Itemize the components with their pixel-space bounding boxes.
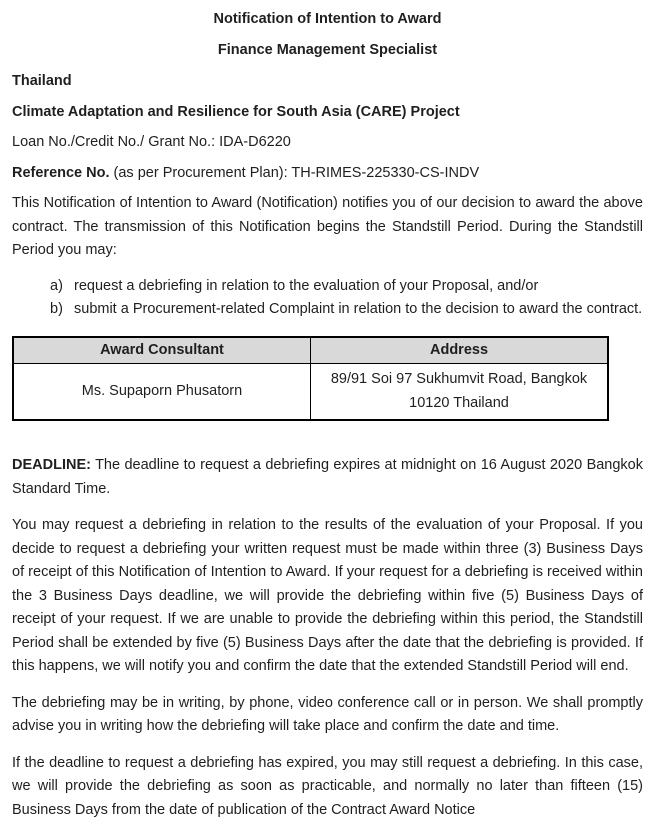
intro-paragraph: This Notification of Intention to Award (Notification) notifies you of our decision to award the above contract. The transmission of this Notification begins the Standstill Period. During the Standstill Period you may: (12, 192, 643, 263)
table-header-address: Address (311, 337, 609, 364)
table-row (13, 364, 608, 421)
country-heading: Thailand (12, 70, 643, 94)
project-heading: Climate Adaptation and Resilience for South Asia (CARE) Project (12, 101, 643, 125)
consultant-name-cell: Ms. Supaporn Phusatorn (13, 364, 311, 421)
reference-line (12, 162, 643, 186)
debriefing-terms-paragraph: You may request a debriefing in relation to the results of the evaluation of your Proposal. If you decide to request a debriefing your written request must be made within three (3) Business Days of receipt of this Notification of Intention to Award. If your request for a debriefing is received within the 3 Business Days deadline, we will provide the debriefing within five (5) Business Days of receipt of your request. If we are unable to provide the debriefing within this period, the Standstill Period shall be extended by five (5) Business Days after the date that the debriefing is provided. If this happens, we will notify you and confirm the date that the extended Standstill Period will end. (12, 514, 643, 679)
list-marker-a: a) (50, 275, 74, 299)
debriefing-method-paragraph: The debriefing may be in writing, by phone, video conference call or in person. We shall promptly advise you in writing how the debriefing will take place and confirm the date and time. (12, 692, 643, 739)
list-marker-b: b) (50, 298, 74, 322)
reference-value: (as per Procurement Plan): TH-RIMES-225330-CS-INDV (110, 165, 480, 181)
page-title: Notification of Intention to Award (12, 8, 643, 32)
list-item-a (50, 275, 643, 299)
table-header-row (13, 337, 608, 364)
table-header-consultant: Award Consultant (13, 337, 311, 364)
deadline-label: DEADLINE: (12, 457, 91, 473)
list-text-b: submit a Procurement-related Complaint in relation to the decision to award the contract. (74, 298, 643, 322)
page-subtitle: Finance Management Specialist (12, 39, 643, 63)
expired-deadline-paragraph: If the deadline to request a debriefing has expired, you may still request a debriefing. In this case, we will provide the debriefing as soon as practicable, and normally no later than fifteen (15) Business Days from the date of publication of the Contract Award Notice (12, 752, 643, 822)
deadline-paragraph (12, 454, 643, 501)
reference-label: Reference No. (12, 165, 110, 181)
award-table (12, 336, 609, 422)
loan-number-line: Loan No./Credit No./ Grant No.: IDA-D6220 (12, 131, 643, 155)
list-text-a: request a debriefing in relation to the evaluation of your Proposal, and/or (74, 275, 643, 299)
list-item-b (50, 298, 643, 322)
address-cell: 89/91 Soi 97 Sukhumvit Road, Bangkok 10120 Thailand (311, 364, 609, 421)
options-list (12, 275, 643, 322)
deadline-text: The deadline to request a debriefing expires at midnight on 16 August 2020 Bangkok Standard Time. (12, 457, 643, 497)
